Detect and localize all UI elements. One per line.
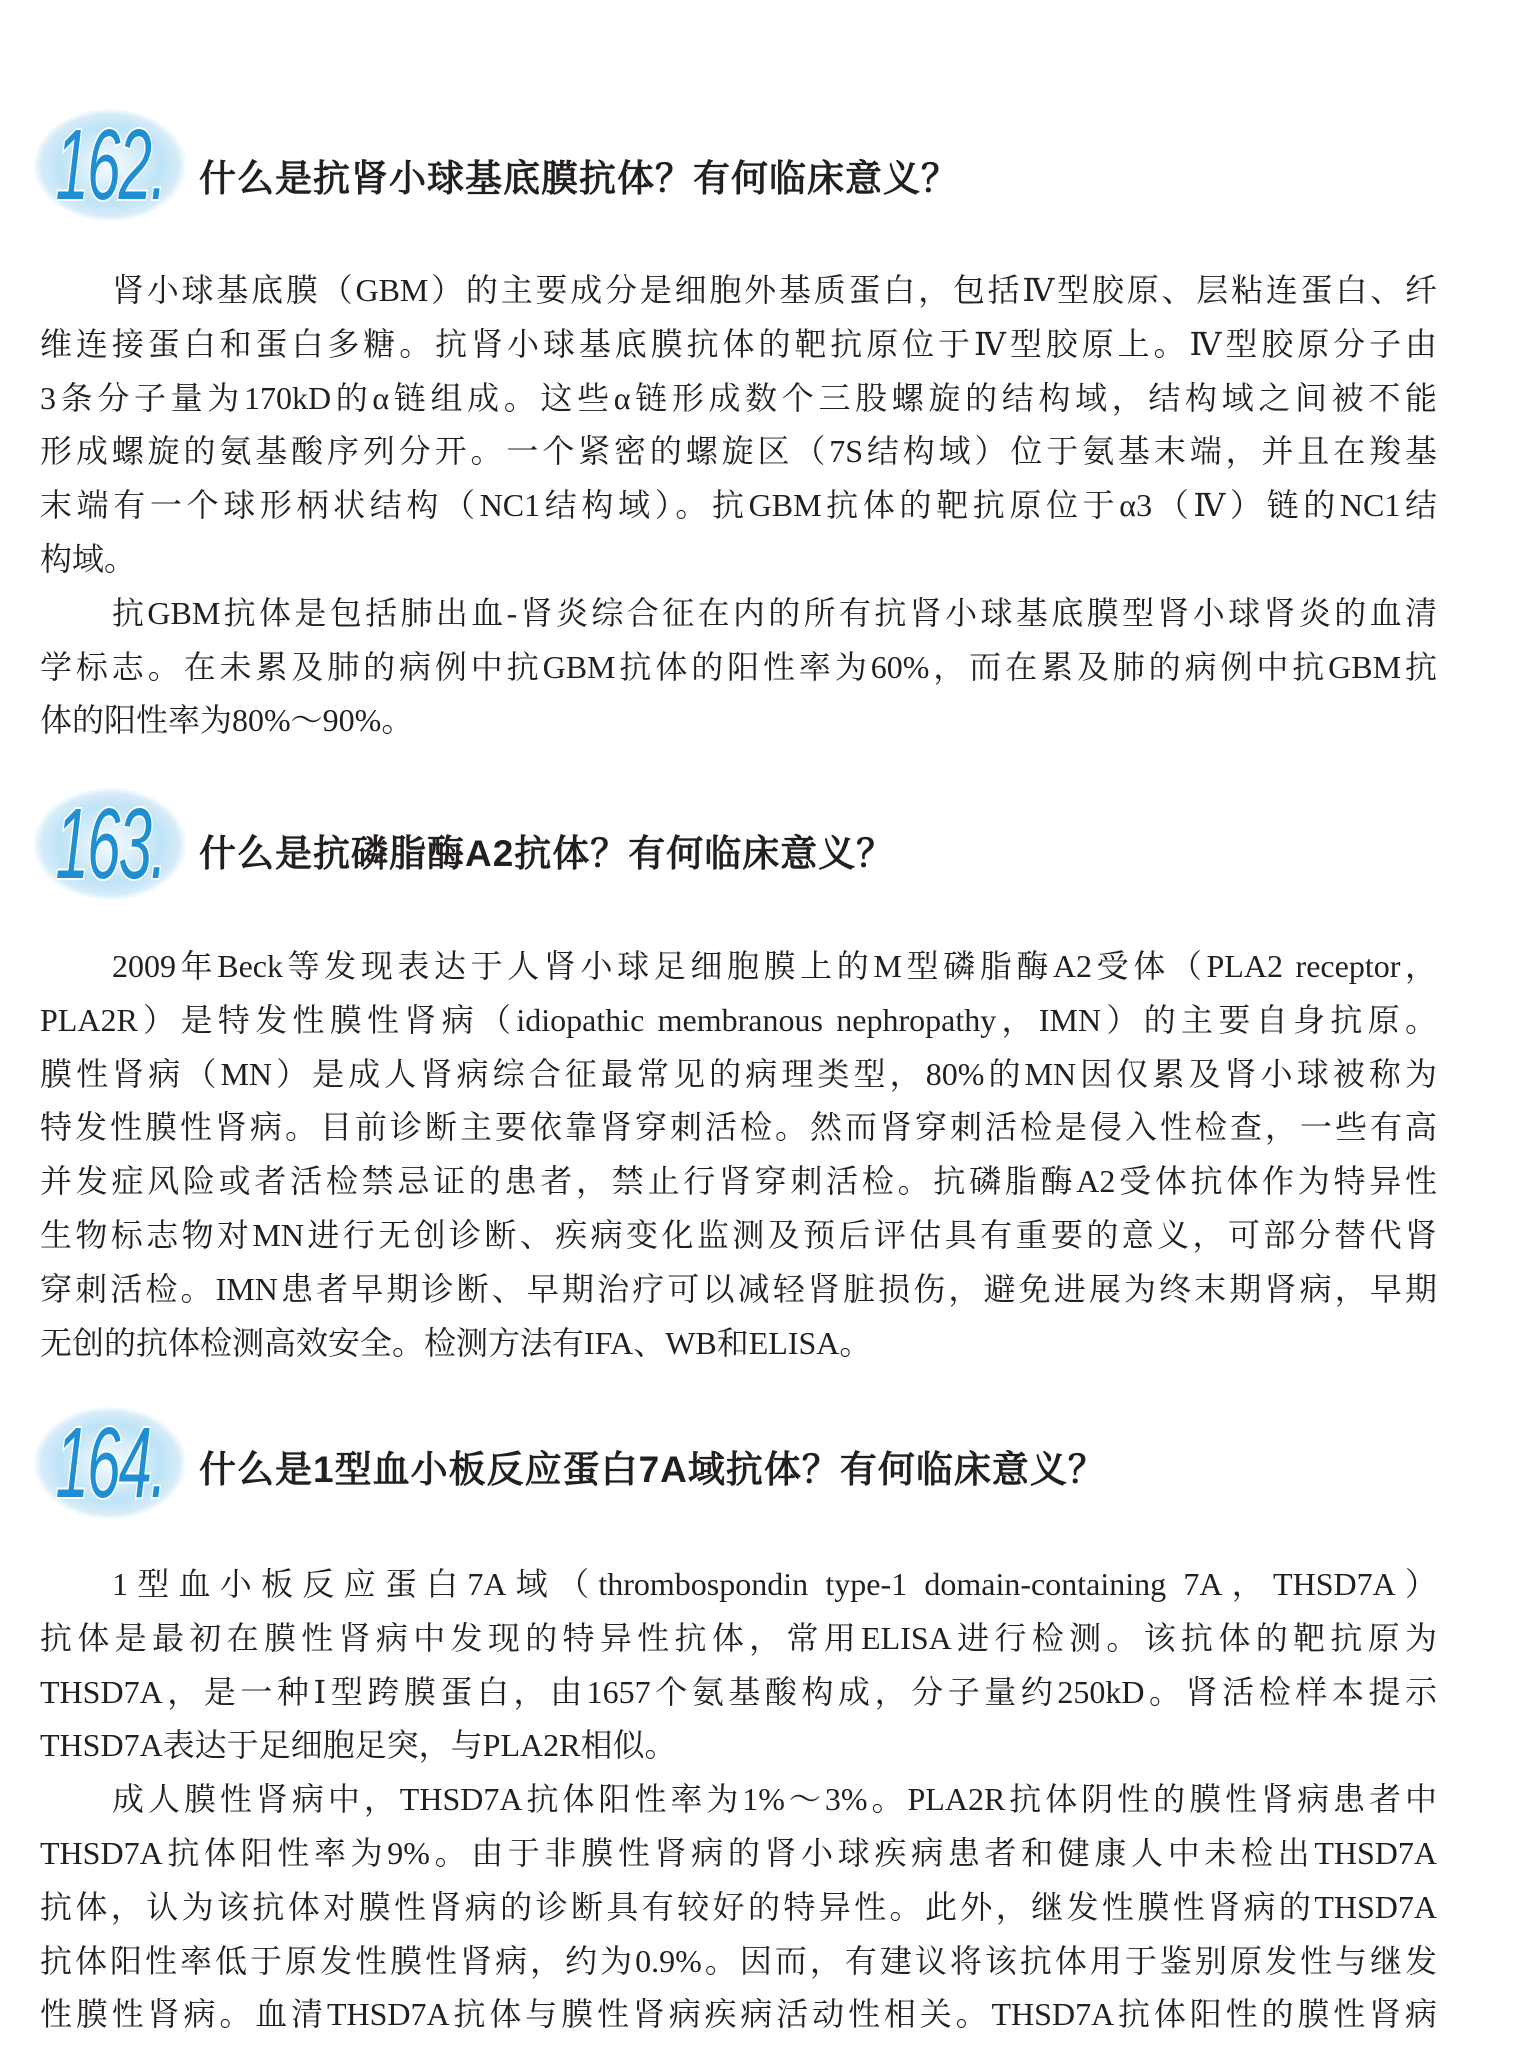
text-line: 性膜性肾病。血清THSD7A抗体与膜性肾病疾病活动性相关。THSD7A抗体阳性的膜性肾病 [40, 1996, 1437, 2033]
paragraph [40, 1773, 1437, 2042]
text-line: 特发性膜性肾病。目前诊断主要依靠肾穿刺活检。然而肾穿刺活检是侵入性检查，一些有高 [40, 1109, 1437, 1146]
text-line: 无创的抗体检测高效安全。检测方法有IFA、WB和ELISA。 [40, 1324, 872, 1361]
text-line: THSD7A表达于足细胞足突，与PLA2R相似。 [40, 1727, 677, 1764]
text-line: 生物标志物对MN进行无创诊断、疾病变化监测及预后评估具有重要的意义，可部分替代肾 [40, 1216, 1437, 1253]
answer-body [40, 1558, 1437, 2042]
text-line: 抗GBM抗体是包括肺出血-肾炎综合征在内的所有抗肾小球基底膜型肾小球肾炎的血清 [112, 594, 1437, 631]
text-line: 学标志。在未累及肺的病例中抗GBM抗体的阳性率为60%，而在累及肺的病例中抗GBM抗 [40, 648, 1437, 685]
text-line: 肾小球基底膜（GBM）的主要成分是细胞外基质蛋白，包括Ⅳ型胶原、层粘连蛋白、纤 [112, 272, 1437, 308]
question-title: 什么是抗磷脂酶A2抗体？有何临床意义？ [199, 833, 895, 874]
answer-body [40, 940, 1437, 1370]
paragraph [40, 587, 1437, 748]
text-line: THSD7A，是一种Ⅰ型跨膜蛋白，由1657个氨基酸构成，分子量约250kD。肾活检样本提示 [40, 1673, 1437, 1710]
question-number-badge [34, 788, 186, 900]
question-number: 163. [55, 788, 165, 900]
paragraph [40, 264, 1437, 587]
text-line: 抗体，认为该抗体对膜性肾病的诊断具有较好的特异性。此外，继发性膜性肾病的THSD7A [40, 1888, 1437, 1925]
question-number-badge [34, 109, 186, 221]
text-line: 形成螺旋的氨基酸序列分开。一个紧密的螺旋区（7S结构域）位于氨基末端，并且在羧基 [40, 433, 1437, 470]
text-line: 构域。 [40, 540, 137, 577]
text-line: 并发症风险或者活检禁忌证的患者，禁止行肾穿刺活检。抗磷脂酶A2受体抗体作为特异性 [40, 1163, 1437, 1200]
question-number-badge [34, 1407, 186, 1519]
text-line: 成人膜性肾病中，THSD7A抗体阳性率为1%～3%。PLA2R抗体阴性的膜性肾病患者中 [112, 1781, 1437, 1818]
text-line: PLA2R）是特发性膜性肾病（idiopathic membranous nephropathy，IMN）的主要自身抗原。 [40, 1001, 1437, 1038]
text-line: 维连接蛋白和蛋白多糖。抗肾小球基底膜抗体的靶抗原位于Ⅳ型胶原上。Ⅳ型胶原分子由 [40, 325, 1437, 362]
text-line: 2009年Beck等发现表达于人肾小球足细胞膜上的M型磷脂酶A2受体（PLA2 receptor， [112, 948, 1437, 984]
text-line: 抗体阳性率低于原发性膜性肾病，约为0.9%。因而，有建议将该抗体用于鉴别原发性与继发 [40, 1942, 1437, 1979]
question-title: 什么是1型血小板反应蛋白7A域抗体？有何临床意义？ [199, 1449, 1106, 1490]
text-line: THSD7A抗体阳性率为9%。由于非膜性肾病的肾小球疾病患者和健康人中未检出THSD7A [40, 1834, 1437, 1871]
answer-body [40, 264, 1437, 748]
text-line: 抗体是最初在膜性肾病中发现的特异性抗体，常用ELISA进行检测。该抗体的靶抗原为 [40, 1619, 1437, 1656]
text-line: 1型血小板反应蛋白7A域（thrombospondin type-1 domain-containing 7A，THSD7A） [112, 1566, 1437, 1602]
text-line: 末端有一个球形柄状结构（NC1结构域）。抗GBM抗体的靶抗原位于α3（Ⅳ）链的NC1结 [40, 487, 1437, 524]
text-line: 穿刺活检。IMN患者早期诊断、早期治疗可以减轻肾脏损伤，避免进展为终末期肾病，早期 [40, 1270, 1437, 1307]
paragraph [40, 1558, 1437, 1773]
paragraph [40, 940, 1437, 1370]
text-line: 3条分子量为170kD的α链组成。这些α链形成数个三股螺旋的结构域，结构域之间被不能 [40, 379, 1437, 416]
question-title: 什么是抗肾小球基底膜抗体？有何临床意义？ [199, 158, 959, 199]
text-line: 膜性肾病（MN）是成人肾病综合征最常见的病理类型，80%的MN因仅累及肾小球被称为 [40, 1055, 1437, 1092]
question-number: 164. [55, 1407, 165, 1519]
text-line: 体的阳性率为80%～90%。 [40, 702, 414, 739]
question-number: 162. [55, 109, 165, 221]
